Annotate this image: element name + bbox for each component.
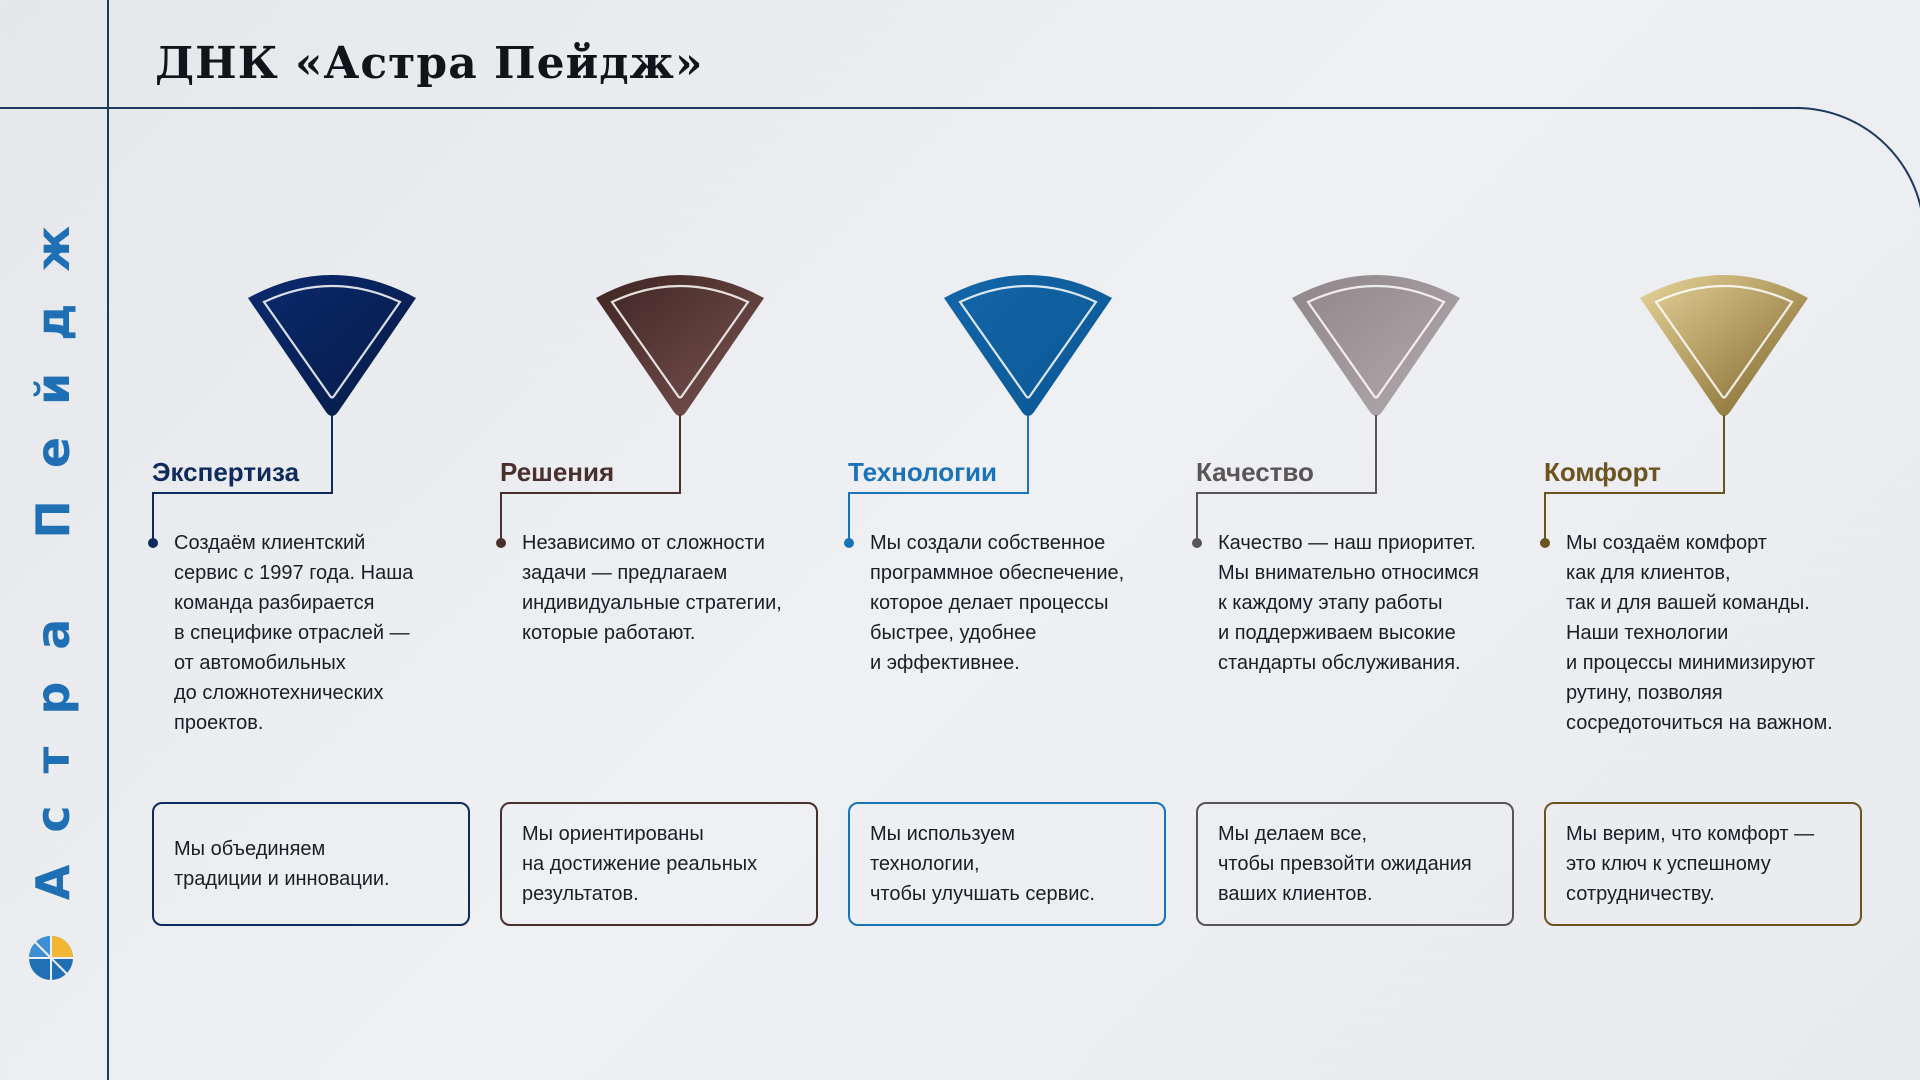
pillar-column: [500, 0, 860, 1080]
pillar-description: Качество — наш приоритет. Мы внимательно относимся к каждому этапу работы и поддерживаем высокие стандарты обслуживания.: [1218, 532, 1479, 674]
pillar-card-text: Мы ориентированы на достижение реальных результатов.: [522, 823, 758, 905]
pillar-title: Качество: [1196, 457, 1314, 487]
pillar-title: Комфорт: [1544, 457, 1661, 487]
pillar-column: [1544, 0, 1904, 1080]
brand-name-vertical: Астра Пейдж: [26, 193, 80, 901]
brand-sidebar: [0, 0, 109, 1080]
pillar-card: [500, 802, 818, 926]
pillar-column: [152, 0, 512, 1080]
pillar-column: [848, 0, 1208, 1080]
pillar-card-text: Мы верим, что комфорт — это ключ к успешному сотрудничеству.: [1566, 823, 1815, 905]
pillar-card: [1544, 802, 1862, 926]
pillar-title: Экспертиза: [152, 457, 300, 487]
pillar-column: [1196, 0, 1556, 1080]
page-title: ДНК «Астра Пейдж»: [155, 38, 704, 89]
brand-logo-icon: [28, 935, 74, 981]
pillar-description: Создаём клиентский сервис с 1997 года. Наша команда разбирается в специфике отраслей — от автомобильных до сложнотехнических проектов.: [174, 532, 414, 734]
pillar-card: [152, 802, 470, 926]
pillar-card: [848, 802, 1166, 926]
pillar-card-text: Мы объединяем традиции и инновации.: [174, 838, 390, 890]
pillar-card: [1196, 802, 1514, 926]
pillar-title: Решения: [500, 457, 615, 487]
pillar-card-text: Мы используем технологии, чтобы улучшать сервис.: [870, 823, 1095, 905]
pillar-description: Мы создали собственное программное обеспечение, которое делает процессы быстрее, удобнее и эффективнее.: [870, 532, 1125, 674]
pillar-description: Независимо от сложности задачи — предлагаем индивидуальные стратегии, которые работают.: [522, 532, 782, 644]
pillar-description: Мы создаём комфорт как для клиентов, так и для вашей команды. Наши технологии и процессы минимизируют рутину, позволяя сосредоточиться на важном.: [1566, 532, 1833, 734]
pillar-title: Технологии: [848, 457, 997, 487]
pillar-card-text: Мы делаем все, чтобы превзойти ожидания ваших клиентов.: [1218, 823, 1472, 905]
